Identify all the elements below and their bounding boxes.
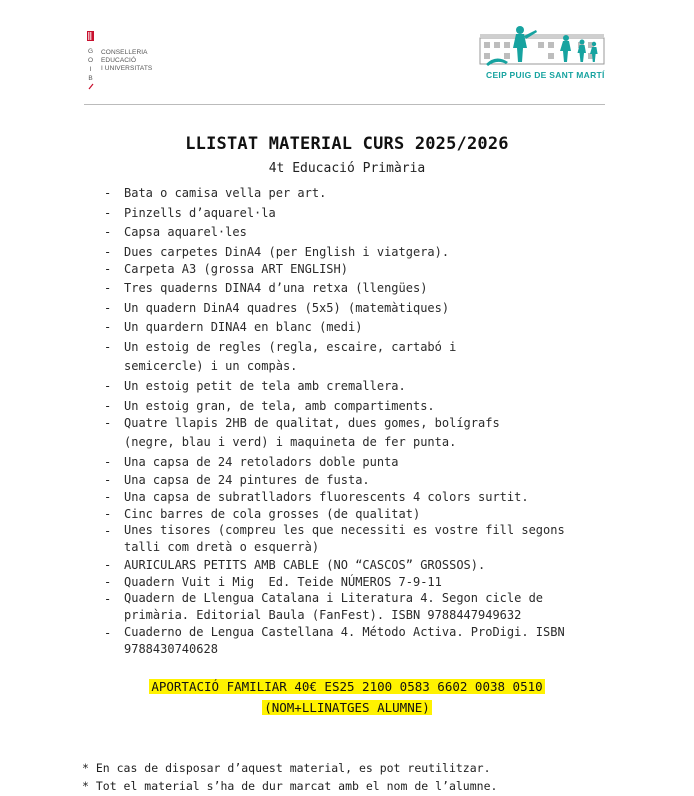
bullet-dash: -: [104, 340, 112, 354]
school-building-icon: [478, 24, 606, 70]
item-line: Un quadern DinA4 quadres (5x5) (matemàtiques): [124, 301, 450, 315]
item-line: Capsa aquarel·les: [124, 225, 247, 239]
item-line: Quatre llapis 2HB de qualitat, dues gomes, bolígrafs: [124, 416, 500, 430]
bullet-dash: -: [104, 206, 112, 220]
item-line: Una capsa de 24 pintures de fusta.: [124, 473, 370, 487]
item-line: Pinzells d’aquarel·la: [124, 206, 276, 220]
item-text: [124, 377, 610, 396]
bullet-dash: -: [104, 558, 112, 572]
bullet-dash: -: [104, 320, 112, 334]
family-contribution: [0, 676, 694, 718]
govern-letter: B: [88, 75, 93, 82]
item-line: Dues carpetes DinA4 (per English i viatgera).: [124, 245, 450, 259]
bullet-dash: -: [104, 301, 112, 315]
ministry-name: [101, 49, 152, 73]
item-text: [124, 204, 610, 223]
document-title: LLISTAT MATERIAL CURS 2025/2026: [185, 134, 509, 154]
item-line: Una capsa de 24 retoladors doble punta: [124, 455, 399, 469]
bullet-dash: -: [104, 626, 112, 640]
item-text: [124, 624, 610, 658]
bullet-dash: -: [104, 575, 112, 589]
item-line: Cinc barres de cola grosses (de qualitat): [124, 507, 421, 521]
item-text: [124, 590, 610, 624]
bullet-dash: -: [104, 592, 112, 606]
bullet-dash: -: [104, 281, 112, 295]
footnote-labeling: * Tot el material s’ha de dur marcat amb el nom de l’alumne.: [82, 779, 498, 793]
document-subtitle: 4t Educació Primària: [268, 161, 426, 176]
bullet-dash: -: [104, 399, 112, 413]
item-text: [124, 260, 610, 279]
item-text: [124, 338, 610, 376]
item-text: [124, 299, 610, 318]
item-text: [124, 279, 610, 298]
bullet-dash: -: [104, 225, 112, 239]
item-line: Quadern Vuit i Mig Ed. Teide NÚMEROS 7-9-11: [124, 575, 442, 589]
govern-letter: I: [89, 66, 92, 73]
bullet-dash: -: [104, 473, 112, 487]
government-logo: [86, 30, 176, 92]
item-line: Cuaderno de Lengua Castellana 4. Método Activa. ProDigi. ISBN: [124, 625, 565, 639]
bullet-dash: -: [104, 379, 112, 393]
item-line: primària. Editorial Baula (FanFest). ISBN 9788447949632: [124, 608, 522, 622]
bullet-dash: -: [104, 524, 112, 538]
item-text: [124, 453, 610, 472]
school-name: CEIP PUIG DE SANT MARTÍ: [486, 70, 605, 80]
bullet-dash: -: [104, 245, 112, 259]
govern-letter: G: [87, 48, 94, 55]
item-line: AURICULARS PETITS AMB CABLE (NO “CASCOS” GROSSOS).: [124, 558, 486, 572]
item-text: [124, 414, 610, 452]
bullet-dash: -: [104, 490, 112, 504]
govern-letter: O: [87, 57, 94, 64]
item-line: Quadern de Llengua Catalana i Literatura 4. Segon cicle de: [124, 591, 544, 605]
item-line: semicercle) i un compàs.: [124, 359, 298, 373]
item-line: Un estoig petit de tela amb cremallera.: [124, 379, 406, 393]
item-line: Un estoig gran, de tela, amb compartiments.: [124, 399, 435, 413]
bullet-dash: -: [104, 416, 112, 430]
item-line: Una capsa de subratlladors fluorescents 4 colors surtit.: [124, 490, 529, 504]
item-line: Tres quaderns DINA4 d’una retxa (llengües): [124, 281, 428, 295]
item-line: Unes tisores (compreu les que necessiti es vostre fill segons: [124, 523, 565, 537]
bullet-dash: -: [104, 262, 112, 276]
item-text: [124, 223, 610, 242]
item-text: [124, 318, 610, 337]
item-line: 9788430740628: [124, 642, 218, 656]
item-line: talli com dretà o esquerrà): [124, 540, 320, 554]
footnote-reuse: * En cas de disposar d’aquest material, es pot reutilitzar.: [82, 761, 491, 775]
ministry-line: I UNIVERSITATS: [101, 65, 153, 72]
school-logo: [478, 24, 606, 86]
contribution-bank-line: APORTACIÓ FAMILIAR 40€ ES25 2100 0583 6602 0038 0510: [151, 679, 543, 694]
item-line: Un estoig de regles (regla, escaire, cartabó i: [124, 340, 457, 354]
govern-mark-icon: [86, 30, 96, 92]
bullet-dash: -: [104, 186, 112, 200]
header-divider: [84, 104, 605, 105]
item-text: [124, 522, 610, 556]
contribution-reference-line: (NOM+LLINATGES ALUMNE): [264, 700, 430, 715]
item-line: (negre, blau i verd) i maquineta de fer punta.: [124, 435, 457, 449]
item-line: Carpeta A3 (grossa ART ENGLISH): [124, 262, 348, 276]
ministry-line: EDUCACIÓ: [101, 57, 137, 64]
bullet-dash: -: [104, 455, 112, 469]
bullet-dash: -: [104, 507, 112, 521]
item-text: [124, 184, 610, 203]
ministry-line: CONSELLERIA: [101, 49, 148, 56]
item-line: Un quardern DINA4 en blanc (medi): [124, 320, 363, 334]
item-line: Bata o camisa vella per art.: [124, 186, 327, 200]
